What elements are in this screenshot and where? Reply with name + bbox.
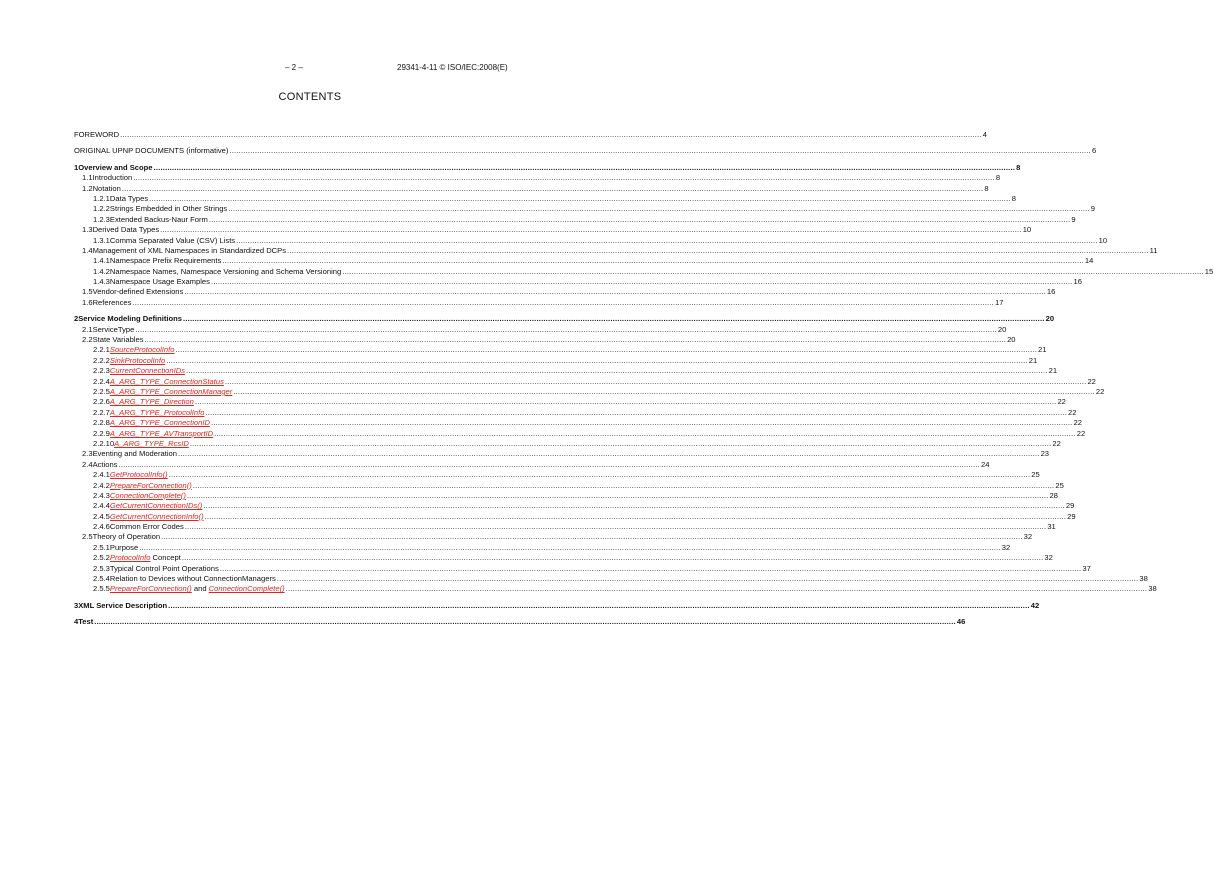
toc-entry-text: Namespace Usage Examples [109,277,210,287]
toc-entry-page: 8 [1011,193,1016,203]
dot-leader [168,601,1030,611]
dot-leader [182,553,1044,563]
toc-entry-link[interactable]: A_ARG_TYPE_ConnectionManager [109,386,233,396]
toc-entry[interactable] [74,574,1148,584]
dot-leader [229,146,1091,156]
toc-entry[interactable] [74,490,1058,501]
toc-entry-page: 9 [1071,214,1076,224]
toc-entry-title [93,325,135,335]
toc-entry-title [110,366,185,376]
toc-entry-number: 2.2.5 [93,386,110,396]
toc-entry-link[interactable]: A_ARG_TYPE_ConnectionStatus [109,376,224,386]
toc-entry-link[interactable]: CurrentConnectionIDs [109,366,186,376]
toc-entry-page: 20 [1007,335,1016,345]
dot-leader [133,173,995,183]
toc-entry-text: Data Types [109,193,149,203]
toc-entry-title [110,574,276,584]
toc-entry[interactable] [74,183,989,194]
toc-entry-number: 2.5.5 [93,584,110,594]
toc-entry-title [110,543,138,553]
toc-entry-page: 22 [1076,428,1086,438]
toc-entry-title [110,204,227,214]
toc-entry-title [93,184,121,194]
toc-entry-number: 1.4 [82,245,93,255]
toc-entry-text: References [92,297,132,307]
dot-leader [145,335,1007,345]
toc-entry-page: 32 [1023,532,1033,542]
toc-entry-page: 4 [982,130,987,139]
toc-entry-number: 2.2.1 [93,345,110,355]
toc-entry-title [110,397,194,407]
dot-leader [211,277,1073,287]
toc-entry-page: 11 [1149,245,1158,255]
toc-entry-number: 2.4.2 [93,480,110,490]
toc-entry-text: Notation [92,183,121,193]
toc-entry-link[interactable]: A_ARG_TYPE_ProtocolInfo [109,407,205,417]
toc-entry-page: 21 [1048,366,1058,376]
toc-entry-title [93,225,160,235]
toc-entry[interactable] [74,397,1066,407]
toc-entry-number: 2.4.5 [93,511,110,521]
toc-entry-number: 2.3 [82,449,93,459]
toc-entry-link[interactable]: GetCurrentConnectionIDs() [109,501,203,511]
dot-leader [286,584,1148,594]
toc-entry-page: 21 [1038,345,1047,355]
toc-entry-link[interactable]: A_ARG_TYPE_ConnectionID [109,418,210,428]
toc-entry[interactable] [74,418,1082,428]
toc-entry-title [110,256,221,266]
toc-entry-number: 2.4 [82,459,93,469]
toc-entry-text: ServiceType [92,324,135,334]
toc-entry-title [78,617,93,627]
dot-leader [185,522,1047,532]
toc-entry-number: 2.2.3 [93,366,110,376]
toc-entry-number: 1.3.1 [93,235,110,245]
toc-entry-title [110,215,208,225]
toc-entry-page: 25 [1031,470,1040,480]
toc-entry[interactable] [74,162,1021,173]
toc-entry-text: Namespace Names, Namespace Versioning and Schema Versioning [109,266,342,276]
toc-entry-page: 10 [1022,225,1032,235]
toc-entry[interactable] [74,130,987,140]
toc-entry-link[interactable]: ConnectionComplete() [109,490,186,500]
dot-leader [122,184,984,194]
toc-entry-number: 2.5.2 [93,553,110,563]
toc-entry[interactable] [74,386,1105,397]
dot-leader [214,429,1076,439]
toc-entry-number: 1.2.3 [93,214,110,224]
toc-entry-page: 22 [1057,397,1066,407]
dot-leader [233,387,1095,397]
toc-entry-title [110,584,285,594]
dot-leader [160,225,1022,235]
toc-entry[interactable] [74,501,1075,511]
toc-entry-text: Overview and Scope [78,162,153,172]
toc-entry-number: 2 [74,314,79,324]
dot-leader [203,501,1065,511]
toc-entry-link[interactable]: PrepareForConnection() [109,480,192,490]
toc-entry-link[interactable]: PrepareForConnection() [109,584,192,594]
toc-entry[interactable] [74,287,1056,297]
dot-leader [154,163,1016,173]
toc-entry-title [110,501,202,511]
toc-entry[interactable] [74,266,1213,277]
toc-entry-title [110,377,224,387]
toc-entry-page: 16 [1046,287,1056,297]
toc-entry[interactable] [74,553,1053,563]
dot-leader [205,512,1067,522]
toc-entry-title [93,298,132,308]
dot-leader [277,574,1139,584]
table-of-contents [74,130,1213,628]
toc-entry-text: State Variables [92,335,144,345]
toc-entry-number: 3 [74,600,79,610]
toc-entry-text: Relation to Devices without ConnectionManagers [109,574,276,584]
toc-entry-title [93,173,133,183]
toc-entry-number: 2.4.1 [93,470,110,480]
toc-entry[interactable] [74,173,1001,183]
toc-entry[interactable] [74,193,1016,204]
toc-entry-page: 9 [1090,204,1096,214]
toc-entry-number: 1.4.3 [93,277,110,287]
toc-entry-title [93,532,161,542]
toc-entry-page: 15 [1204,266,1213,276]
toc-entry-title [110,470,168,480]
toc-entry-title [110,267,341,277]
toc-entry-number: 2.2.10 [93,438,115,448]
toc-entry-title [93,449,177,459]
toc-entry-title [110,408,205,418]
toc-entry-text: and [191,584,209,594]
toc-entry-text: Management of XML Namespaces in Standardized DCPs [92,245,287,255]
toc-entry-link[interactable]: A_ARG_TYPE_Direction [109,397,194,407]
toc-entry-number: 1 [74,162,79,172]
toc-entry[interactable] [74,600,1040,611]
toc-entry-page: 29 [1065,501,1075,511]
toc-entry-page: 31 [1047,522,1056,532]
toc-entry-page: 29 [1067,511,1076,521]
dot-leader [135,325,997,335]
dot-leader [161,532,1023,542]
dot-leader [183,314,1045,324]
toc-entry[interactable] [74,355,1038,366]
standard-reference: 29341-4-11 © ISO/IEC:2008(E) [397,63,508,72]
toc-entry-number: 2.4.4 [93,501,110,511]
toc-entry-text: Derived Data Types [92,225,160,235]
toc-entry-title [110,491,186,501]
toc-entry-text: Common Error Codes [109,522,184,532]
toc-entry-title [110,522,184,532]
toc-entry-page: 20 [997,324,1007,334]
toc-entry-text: FOREWORD [74,130,120,139]
toc-entry-number: 1.2.1 [93,193,110,203]
toc-entry-page: 8 [984,183,989,193]
toc-entry[interactable] [74,617,966,627]
toc-entry-text: ORIGINAL UPNP DOCUMENTS (informative) [74,146,229,156]
toc-entry[interactable] [74,459,990,470]
toc-entry-page: 23 [1040,449,1050,459]
toc-entry-title [78,601,167,611]
toc-entry[interactable] [74,235,1108,246]
toc-entry-text: Introduction [92,173,133,183]
toc-entry-title [110,277,210,287]
toc-entry[interactable] [74,511,1076,522]
toc-entry[interactable] [74,563,1091,574]
toc-entry-number: 1.2 [82,183,93,193]
toc-entry-number: 4 [74,617,79,627]
toc-entry-page: 42 [1030,600,1040,610]
dot-leader [220,564,1082,574]
toc-entry[interactable] [74,449,1050,459]
dot-leader [342,267,1204,277]
toc-entry-title [78,314,182,324]
dot-leader [94,617,956,627]
toc-entry-title [74,146,228,156]
toc-entry-number: 2.2.4 [93,376,110,386]
dot-leader [118,460,980,470]
toc-entry-link[interactable]: SourceProtocolInfo [109,345,175,355]
toc-entry-number: 2.5.3 [93,563,110,573]
page-title: CONTENTS [278,91,342,103]
toc-entry-title [93,460,118,470]
toc-entry-title [93,246,286,256]
toc-entry-page: 38 [1148,584,1157,594]
dot-leader [190,439,1052,449]
dot-leader [187,491,1049,501]
toc-entry-page: 6 [1092,146,1097,156]
toc-entry-title [110,429,213,439]
toc-entry[interactable] [74,407,1077,418]
toc-entry-text: Actions [92,459,118,469]
toc-entry-text: Typical Control Point Operations [109,563,219,573]
toc-entry-page: 20 [1045,314,1055,324]
toc-entry-number: 2.2.6 [93,397,110,407]
toc-entry-title [110,356,165,366]
toc-entry-number: 2.2 [82,335,93,345]
toc-entry-title [93,335,144,345]
page-number: – 2 – [285,63,303,72]
dot-leader [149,194,1011,204]
dot-leader [236,236,1098,246]
dot-leader [211,418,1073,428]
toc-entry-number: 2.2.7 [93,407,110,417]
toc-entry-page: 22 [1052,438,1061,448]
toc-entry-number: 1.3 [82,225,93,235]
dot-leader [209,215,1071,225]
toc-entry-page: 28 [1049,490,1058,500]
dot-leader [287,246,1149,256]
toc-entry-number: 2.5.4 [93,574,110,584]
toc-entry-title [78,163,152,173]
toc-entry-link[interactable]: A_ARG_TYPE_AVTransportID [109,428,214,438]
toc-entry[interactable] [74,314,1055,324]
toc-entry-page: 16 [1073,277,1082,287]
toc-entry[interactable] [74,470,1040,480]
toc-entry[interactable] [74,225,1032,235]
dot-leader [228,204,1090,214]
toc-entry-page: 22 [1068,407,1077,417]
dot-leader [178,449,1040,459]
toc-entry-number: 1.2.2 [93,204,110,214]
toc-entry-title [110,481,192,491]
dot-leader [205,408,1067,418]
dot-leader [222,256,1084,266]
toc-entry-number: 1.6 [82,297,93,307]
toc-entry-text: Purpose [109,542,139,552]
toc-entry[interactable] [74,256,1094,266]
toc-entry-title [110,345,175,355]
toc-entry[interactable] [74,324,1007,335]
toc-entry-page: 37 [1082,563,1091,573]
toc-entry-page: 17 [994,297,1004,307]
dot-leader [139,543,1001,553]
toc-entry[interactable] [74,584,1157,594]
toc-entry-page: 25 [1055,480,1064,490]
dot-leader [120,130,982,140]
toc-entry-number: 2.2.9 [93,428,110,438]
toc-entry-page: 22 [1087,376,1096,386]
toc-entry[interactable] [74,376,1096,387]
dot-leader [166,356,1028,366]
toc-entry-title [110,564,219,574]
toc-entry-text: Test [78,617,94,627]
toc-entry[interactable] [74,438,1061,449]
toc-entry-page: 8 [1016,162,1021,172]
toc-entry-title [74,130,119,140]
toc-entry[interactable] [74,345,1047,355]
toc-entry[interactable] [74,542,1011,553]
toc-entry-title [110,236,235,246]
toc-entry[interactable] [74,522,1056,532]
toc-entry-page: 21 [1028,355,1038,365]
toc-entry-text: XML Service Description [78,600,168,610]
toc-entry-text: Concept [150,553,181,563]
toc-entry[interactable] [74,277,1082,287]
toc-entry-number: 2.4.3 [93,490,110,500]
toc-entry-text: Extended Backus-Naur Form [109,214,208,224]
toc-entry-number: 2.5 [82,532,93,542]
toc-entry-number: 2.2.2 [93,355,110,365]
toc-entry-text: Namespace Prefix Requirements [109,256,222,266]
toc-entry-title [110,387,232,397]
toc-entry-title [110,194,148,204]
dot-leader [175,345,1037,355]
dot-leader [184,287,1046,297]
toc-entry-number: 2.5.1 [93,542,110,552]
toc-entry-page: 22 [1073,418,1082,428]
toc-entry-title [110,512,204,522]
dot-leader [193,481,1055,491]
toc-entry-page: 22 [1095,386,1105,396]
toc-entry[interactable] [74,214,1076,225]
toc-entry-text: Eventing and Moderation [92,449,177,459]
toc-entry[interactable] [74,532,1033,542]
toc-entry[interactable] [74,204,1096,214]
dot-leader [225,377,1087,387]
toc-entry-link[interactable]: GetCurrentConnectionInfo() [109,511,204,521]
toc-entry-title [110,418,210,428]
toc-entry-page: 32 [1001,542,1011,552]
dot-leader [132,298,994,308]
toc-entry[interactable] [74,428,1086,439]
toc-entry-number: 1.4.2 [93,266,110,276]
toc-entry-number: 1.4.1 [93,256,110,266]
toc-entry-number: 1.1 [82,173,93,183]
toc-entry-text: Strings Embedded in Other Strings [109,204,228,214]
toc-entry[interactable] [74,245,1158,256]
toc-entry-page: 46 [956,617,966,627]
toc-entry-number: 2.2.8 [93,418,110,428]
toc-entry-link[interactable]: SinkProtocolInfo [109,355,166,365]
toc-entry-page: 14 [1084,256,1094,266]
toc-entry-link[interactable]: ProtocolInfo [109,553,151,563]
toc-entry-title [93,287,184,297]
dot-leader [195,397,1057,407]
toc-entry-text: Vendor-defined Extensions [92,287,184,297]
toc-entry-number: 1.5 [82,287,93,297]
toc-entry-page: 32 [1044,553,1053,563]
toc-entry-link[interactable]: ConnectionComplete() [208,584,285,594]
toc-entry-link[interactable]: A_ARG_TYPE_RcsID [114,438,189,448]
toc-entry-number: 2.1 [82,324,93,334]
toc-entry[interactable] [74,146,1097,156]
toc-entry[interactable] [74,366,1058,376]
toc-entry-page: 8 [995,173,1001,183]
toc-entry-text: Theory of Operation [92,532,161,542]
toc-entry-number: 2.4.6 [93,522,110,532]
toc-entry[interactable] [74,335,1016,345]
toc-entry-page: 24 [981,459,990,469]
toc-entry-page: 10 [1098,235,1108,245]
dot-leader [186,366,1048,376]
toc-entry-text: Service Modeling Definitions [78,314,183,324]
toc-entry-title [110,553,181,563]
dot-leader [169,470,1031,480]
toc-entry[interactable] [74,480,1064,491]
toc-entry-page: 38 [1139,574,1148,584]
toc-entry[interactable] [74,297,1004,308]
toc-entry-title [114,439,189,449]
toc-entry-link[interactable]: GetProtocolInfo() [109,470,168,480]
toc-entry-text: Comma Separated Value (CSV) Lists [109,235,236,245]
